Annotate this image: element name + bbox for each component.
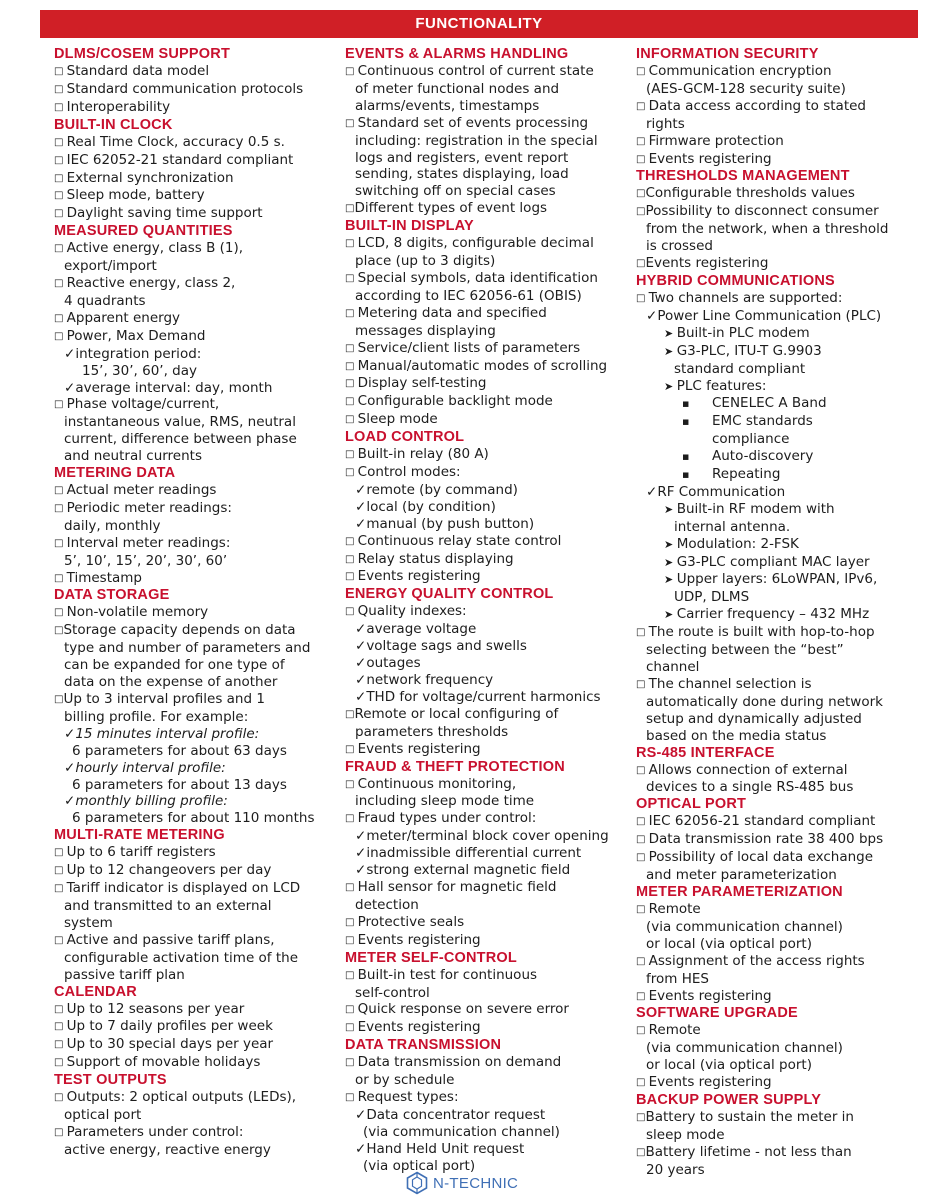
feature-line: □ Remote or local configuring of bbox=[345, 706, 627, 724]
feature-section bbox=[54, 46, 340, 117]
feature-line: (via optical port) bbox=[363, 1157, 476, 1174]
feature-line: □ Non-volatile memory bbox=[54, 604, 340, 622]
column-left bbox=[54, 46, 340, 1159]
feature-line: 20 years bbox=[646, 1161, 705, 1178]
feature-line: □ Control modes: bbox=[345, 464, 627, 482]
feature-line: ✓ remote (by command) bbox=[345, 482, 627, 499]
feature-line: can be expanded for one type of bbox=[64, 657, 285, 674]
feature-section bbox=[636, 745, 936, 797]
feature-line: from the network, when a threshold bbox=[646, 221, 889, 238]
feature-line: □ Data access according to stated bbox=[636, 98, 936, 116]
feature-line: □ Communication encryption bbox=[636, 63, 936, 81]
feature-line: sleep mode bbox=[646, 1126, 725, 1143]
feature-line: □ Interval meter readings: bbox=[54, 535, 340, 553]
feature-line: □ Reactive energy, class 2, bbox=[54, 275, 340, 293]
feature-line: □ IEC 62056-21 standard compliant bbox=[636, 813, 936, 831]
feature-line: switching off on special cases bbox=[355, 183, 556, 200]
section-heading: OPTICAL PORT bbox=[636, 796, 747, 813]
section-heading: EVENTS & ALARMS HANDLING bbox=[345, 46, 569, 62]
feature-line: export/import bbox=[64, 258, 157, 275]
feature-section bbox=[636, 884, 936, 1005]
feature-line: data on the expense of another bbox=[64, 674, 278, 691]
feature-section bbox=[54, 587, 340, 827]
feature-line: ✓ Hand Held Unit request bbox=[345, 1141, 627, 1158]
feature-line: □ Up to 3 interval profiles and 1 bbox=[54, 691, 340, 709]
feature-line: parameters thresholds bbox=[355, 723, 509, 740]
feature-line: □ Events registering bbox=[636, 1074, 936, 1092]
feature-line: □ External synchronization bbox=[54, 170, 340, 188]
feature-section bbox=[54, 465, 340, 587]
feature-section bbox=[636, 796, 936, 884]
feature-line: messages displaying bbox=[355, 322, 496, 339]
feature-line: ✓ Data concentrator request bbox=[345, 1107, 627, 1124]
section-heading: BUILT-IN DISPLAY bbox=[345, 218, 474, 235]
feature-line: current, difference between phase bbox=[64, 431, 297, 448]
feature-line: □ Configurable backlight mode bbox=[345, 393, 627, 411]
feature-line: billing profile. For example: bbox=[64, 708, 249, 725]
column-right bbox=[636, 46, 936, 1179]
feature-line: ▪ Auto-discovery bbox=[636, 448, 936, 466]
section-heading: BUILT-IN CLOCK bbox=[54, 116, 173, 133]
feature-line: □ The channel selection is bbox=[636, 676, 936, 694]
section-heading: CALENDAR bbox=[54, 983, 137, 1000]
feature-line: □ Allows connection of external bbox=[636, 762, 936, 780]
feature-line: □ Remote bbox=[636, 901, 936, 919]
feature-line: □ Remote bbox=[636, 1022, 936, 1040]
feature-line: 5’, 10’, 15’, 20’, 30’, 60’ bbox=[64, 552, 228, 569]
section-heading: METER SELF-CONTROL bbox=[345, 949, 517, 966]
feature-line: □ Real Time Clock, accuracy 0.5 s. bbox=[54, 134, 340, 152]
feature-line: □ Request types: bbox=[345, 1089, 627, 1107]
feature-line: setup and dynamically adjusted bbox=[646, 710, 862, 727]
feature-line: □ Interoperability bbox=[54, 99, 340, 117]
feature-line: □ Built-in test for continuous bbox=[345, 967, 627, 985]
feature-line: 15’, 30’, 60’, day bbox=[82, 362, 197, 379]
feature-line: ➤ G3-PLC compliant MAC layer bbox=[636, 554, 936, 572]
feature-line: ✓ inadmissible differential current bbox=[345, 845, 627, 862]
feature-line: □ Data transmission on demand bbox=[345, 1054, 627, 1072]
feature-line: ✓ monthly billing profile: bbox=[54, 793, 340, 810]
feature-line: □ Quality indexes: bbox=[345, 603, 627, 621]
feature-line: compliance bbox=[712, 431, 790, 448]
section-heading: METER PARAMETERIZATION bbox=[636, 883, 843, 900]
feature-line: ➤ Built-in PLC modem bbox=[636, 325, 936, 343]
feature-line: □ Up to 6 tariff registers bbox=[54, 844, 340, 862]
feature-line: (via communication channel) bbox=[646, 1040, 843, 1057]
feature-line: ✓ Power Line Communication (PLC) bbox=[636, 308, 936, 325]
feature-line: □ Timestamp bbox=[54, 570, 340, 588]
feature-line: or local (via optical port) bbox=[646, 1057, 812, 1074]
feature-line: □ Apparent energy bbox=[54, 310, 340, 328]
feature-line: automatically done during network bbox=[646, 693, 883, 710]
feature-line: □ Support of movable holidays bbox=[54, 1054, 340, 1072]
feature-line: □ Continuous control of current state bbox=[345, 63, 627, 81]
feature-line: □ Display self-testing bbox=[345, 375, 627, 393]
feature-line: □ Protective seals bbox=[345, 914, 627, 932]
feature-section bbox=[54, 117, 340, 224]
feature-line: □ The route is built with hop-to-hop bbox=[636, 624, 936, 642]
feature-line: devices to a single RS-485 bus bbox=[646, 779, 854, 796]
feature-line: and neutral currents bbox=[64, 448, 202, 465]
feature-line: □ Periodic meter readings: bbox=[54, 500, 340, 518]
feature-line: detection bbox=[355, 896, 419, 913]
feature-line: 6 parameters for about 13 days bbox=[72, 776, 287, 793]
feature-line: ✓ meter/terminal block cover opening bbox=[345, 828, 627, 845]
feature-line: ▪ EMC standards bbox=[636, 413, 936, 431]
feature-line: sending, states displaying, load bbox=[355, 166, 569, 183]
feature-line: □ Possibility to disconnect consumer bbox=[636, 203, 936, 221]
feature-line: place (up to 3 digits) bbox=[355, 253, 496, 270]
feature-line: or by schedule bbox=[355, 1072, 455, 1089]
functionality-banner: FUNCTIONALITY bbox=[40, 10, 918, 38]
feature-line: □ Up to 12 changeovers per day bbox=[54, 862, 340, 880]
feature-line: ➤ Carrier frequency – 432 MHz bbox=[636, 606, 936, 624]
section-heading: ENERGY QUALITY CONTROL bbox=[345, 586, 554, 603]
feature-line: □ Up to 7 daily profiles per week bbox=[54, 1018, 340, 1036]
section-heading: SOFTWARE UPGRADE bbox=[636, 1005, 798, 1022]
feature-line: optical port bbox=[64, 1107, 142, 1124]
feature-line: passive tariff plan bbox=[64, 966, 185, 983]
n-technic-logo bbox=[405, 1170, 518, 1196]
feature-line: □ Firmware protection bbox=[636, 133, 936, 151]
feature-line: ➤ PLC features: bbox=[636, 378, 936, 396]
feature-line: □ LCD, 8 digits, configurable decimal bbox=[345, 235, 627, 253]
hexagon-logo-icon bbox=[405, 1171, 429, 1195]
feature-section bbox=[345, 46, 627, 218]
feature-line: selecting between the “best” bbox=[646, 642, 844, 659]
feature-line: logs and registers, event report bbox=[355, 149, 569, 166]
feature-line: □ Hall sensor for magnetic field bbox=[345, 879, 627, 897]
feature-section bbox=[636, 273, 936, 745]
feature-line: instantaneous value, RMS, neutral bbox=[64, 414, 296, 431]
feature-line: and meter parameterization bbox=[646, 867, 837, 884]
feature-line: □ Events registering bbox=[345, 741, 627, 759]
feature-line: □ Continuous relay state control bbox=[345, 533, 627, 551]
feature-section bbox=[345, 759, 627, 950]
feature-line: ✓ THD for voltage/current harmonics bbox=[345, 689, 627, 706]
feature-line: □ Standard set of events processing bbox=[345, 115, 627, 133]
section-heading: RS-485 INTERFACE bbox=[636, 744, 775, 761]
feature-line: □ Sleep mode bbox=[345, 411, 627, 429]
feature-line: 6 parameters for about 110 months bbox=[72, 810, 315, 827]
feature-line: ✓ average voltage bbox=[345, 621, 627, 638]
section-heading: BACKUP POWER SUPPLY bbox=[636, 1092, 822, 1109]
feature-line: □ Actual meter readings bbox=[54, 482, 340, 500]
feature-line: □ Up to 12 seasons per year bbox=[54, 1001, 340, 1019]
feature-line: ▪ Repeating bbox=[636, 466, 936, 484]
feature-line: ✓ strong external magnetic field bbox=[345, 862, 627, 879]
feature-line: □ Phase voltage/current, bbox=[54, 396, 340, 414]
feature-section bbox=[345, 950, 627, 1038]
feature-line: □ Events registering bbox=[636, 988, 936, 1006]
feature-line: □ Built-in relay (80 A) bbox=[345, 446, 627, 464]
feature-line: from HES bbox=[646, 970, 709, 987]
feature-line: □ Standard communication protocols bbox=[54, 81, 340, 99]
feature-line: □ Battery to sustain the meter in bbox=[636, 1109, 936, 1127]
feature-line: (AES-GCM-128 security suite) bbox=[646, 80, 846, 97]
feature-line: ✓ 15 minutes interval profile: bbox=[54, 726, 340, 743]
feature-line: □ Assignment of the access rights bbox=[636, 953, 936, 971]
feature-section bbox=[345, 218, 627, 429]
feature-line: □ Power, Max Demand bbox=[54, 328, 340, 346]
feature-line: based on the media status bbox=[646, 727, 827, 744]
feature-line: □ Special symbols, data identification bbox=[345, 270, 627, 288]
feature-line: □ Tariff indicator is displayed on LCD bbox=[54, 880, 340, 898]
feature-line: □ Standard data model bbox=[54, 63, 340, 81]
section-heading: DLMS/COSEM SUPPORT bbox=[54, 46, 230, 62]
feature-section bbox=[54, 1072, 340, 1159]
feature-line: □ Active energy, class B (1), bbox=[54, 240, 340, 258]
feature-line: daily, monthly bbox=[64, 517, 161, 534]
feature-line: □ Two channels are supported: bbox=[636, 290, 936, 308]
feature-line: UDP, DLMS bbox=[674, 589, 750, 606]
feature-line: ✓ average interval: day, month bbox=[54, 380, 340, 397]
section-heading: MULTI-RATE METERING bbox=[54, 827, 225, 844]
feature-line: ▪ CENELEC A Band bbox=[636, 395, 936, 413]
feature-line: □ Continuous monitoring, bbox=[345, 776, 627, 794]
feature-line: channel bbox=[646, 659, 700, 675]
feature-section bbox=[345, 586, 627, 758]
feature-section bbox=[345, 429, 627, 586]
section-heading: DATA TRANSMISSION bbox=[345, 1037, 502, 1054]
feature-line: or local (via optical port) bbox=[646, 935, 812, 952]
logo-text: N-TECHNIC bbox=[433, 1174, 519, 1192]
feature-line: and transmitted to an external bbox=[64, 897, 272, 914]
feature-line: □ Service/client lists of parameters bbox=[345, 340, 627, 358]
feature-line: □ Events registering bbox=[345, 568, 627, 586]
section-heading: LOAD CONTROL bbox=[345, 429, 465, 446]
feature-line: □ Manual/automatic modes of scrolling bbox=[345, 358, 627, 376]
feature-section bbox=[636, 1092, 936, 1179]
feature-line: (via communication channel) bbox=[363, 1123, 560, 1140]
feature-section bbox=[636, 46, 936, 168]
feature-line: ✓ hourly interval profile: bbox=[54, 760, 340, 777]
feature-line: ✓ RF Communication bbox=[636, 484, 936, 501]
feature-section bbox=[54, 984, 340, 1073]
feature-line: type and number of parameters and bbox=[64, 640, 311, 657]
section-heading: MEASURED QUANTITIES bbox=[54, 223, 233, 240]
feature-line: standard compliant bbox=[674, 360, 806, 377]
feature-line: □ Fraud types under control: bbox=[345, 810, 627, 828]
feature-line: ➤ Upper layers: 6LoWPAN, IPv6, bbox=[636, 571, 936, 589]
feature-section bbox=[54, 827, 340, 983]
feature-section bbox=[636, 168, 936, 273]
feature-line: □ IEC 62052-21 standard compliant bbox=[54, 152, 340, 170]
feature-line: ✓ local (by condition) bbox=[345, 499, 627, 516]
feature-line: including: registration in the special bbox=[355, 132, 598, 149]
feature-line: □ Active and passive tariff plans, bbox=[54, 932, 340, 950]
feature-line: ➤ G3-PLC, ITU-T G.9903 bbox=[636, 343, 936, 361]
feature-line: □ Outputs: 2 optical outputs (LEDs), bbox=[54, 1089, 340, 1107]
feature-line: □ Storage capacity depends on data bbox=[54, 622, 340, 640]
feature-line: system bbox=[64, 914, 113, 931]
feature-line: ➤ Built-in RF modem with bbox=[636, 501, 936, 519]
feature-line: □ Sleep mode, battery bbox=[54, 187, 340, 205]
feature-line: □ Events registering bbox=[345, 1019, 627, 1037]
feature-line: 4 quadrants bbox=[64, 292, 146, 309]
feature-line: of meter functional nodes and bbox=[355, 80, 560, 97]
section-heading: INFORMATION SECURITY bbox=[636, 46, 819, 62]
feature-section bbox=[54, 223, 340, 465]
feature-line: □ Quick response on severe error bbox=[345, 1001, 627, 1019]
feature-line: □ Metering data and specified bbox=[345, 305, 627, 323]
feature-line: □ Parameters under control: bbox=[54, 1124, 340, 1142]
feature-line: ✓ network frequency bbox=[345, 672, 627, 689]
section-heading: HYBRID COMMUNICATIONS bbox=[636, 272, 835, 289]
feature-line: □ Battery lifetime - not less than bbox=[636, 1144, 936, 1162]
feature-line: configurable activation time of the bbox=[64, 949, 299, 966]
column-middle bbox=[345, 46, 627, 1175]
feature-line: □ Data transmission rate 38 400 bps bbox=[636, 831, 936, 849]
feature-line: including sleep mode time bbox=[355, 793, 535, 810]
feature-line: ✓ integration period: bbox=[54, 346, 340, 363]
feature-line: □ Possibility of local data exchange bbox=[636, 849, 936, 867]
section-heading: FRAUD & THEFT PROTECTION bbox=[345, 758, 565, 775]
feature-line: □ Daylight saving time support bbox=[54, 205, 340, 223]
feature-line: active energy, reactive energy bbox=[64, 1141, 271, 1158]
feature-line: ➤ Modulation: 2-FSK bbox=[636, 536, 936, 554]
feature-section bbox=[345, 1037, 627, 1174]
feature-line: (via communication channel) bbox=[646, 918, 843, 935]
section-heading: METERING DATA bbox=[54, 465, 176, 482]
feature-line: according to IEC 62056-61 (OBIS) bbox=[355, 287, 582, 304]
feature-line: □ Configurable thresholds values bbox=[636, 185, 936, 203]
section-heading: DATA STORAGE bbox=[54, 587, 170, 604]
feature-line: ✓ manual (by push button) bbox=[345, 516, 627, 533]
feature-line: □ Different types of event logs bbox=[345, 200, 627, 218]
feature-line: □ Events registering bbox=[636, 151, 936, 169]
section-heading: TEST OUTPUTS bbox=[54, 1072, 167, 1089]
feature-line: is crossed bbox=[646, 238, 713, 255]
feature-line: alarms/events, timestamps bbox=[355, 97, 540, 114]
feature-line: □ Relay status displaying bbox=[345, 551, 627, 569]
feature-line: internal antenna. bbox=[674, 518, 791, 535]
feature-line: □ Up to 30 special days per year bbox=[54, 1036, 340, 1054]
feature-line: ✓ outages bbox=[345, 655, 627, 672]
feature-line: □ Events registering bbox=[345, 932, 627, 950]
feature-line: □ Events registering bbox=[636, 255, 936, 273]
section-heading: THRESHOLDS MANAGEMENT bbox=[636, 168, 850, 185]
feature-line: 6 parameters for about 63 days bbox=[72, 742, 287, 759]
feature-section bbox=[636, 1005, 936, 1092]
feature-line: self-control bbox=[355, 984, 430, 1001]
feature-line: rights bbox=[646, 115, 685, 132]
feature-line: ✓ voltage sags and swells bbox=[345, 638, 627, 655]
